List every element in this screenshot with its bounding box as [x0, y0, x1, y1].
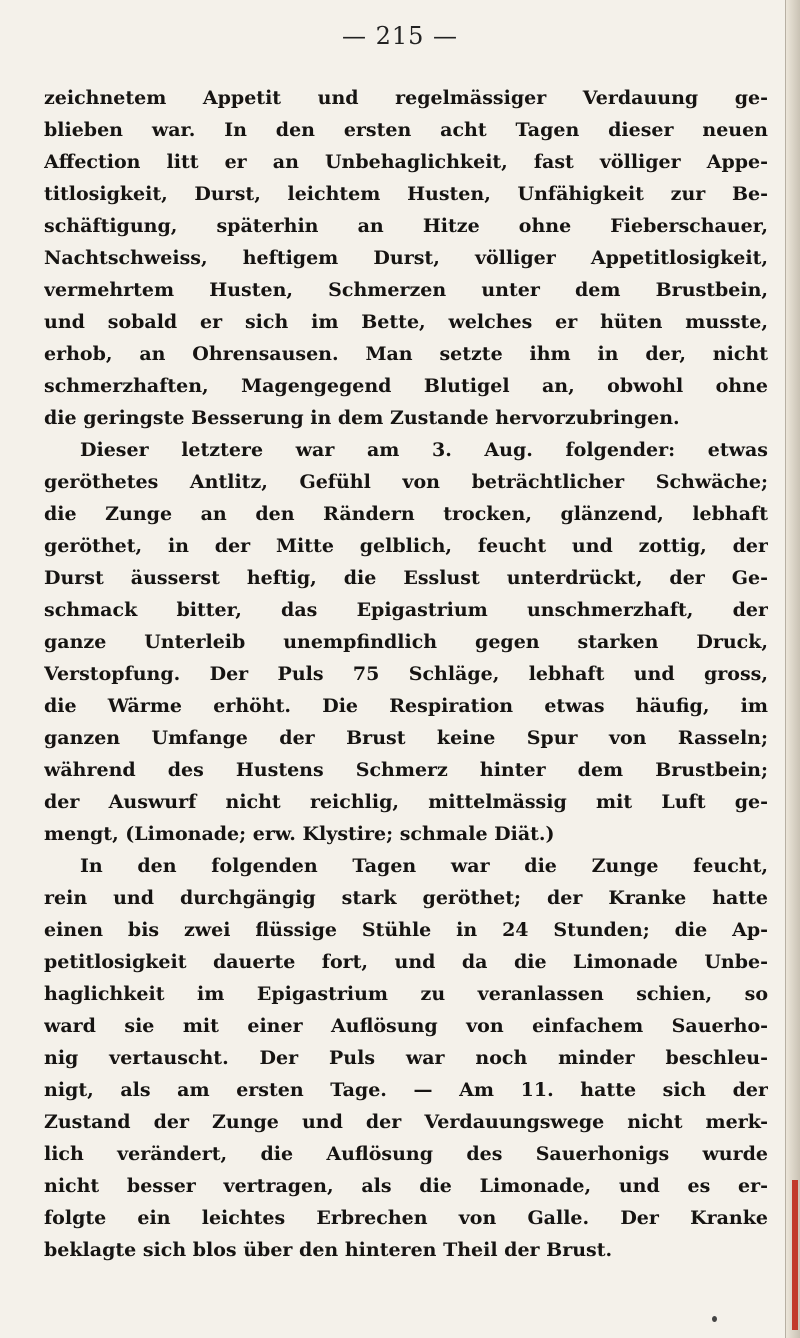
- text-line: rein und durchgängig stark geröthet; der Kranke hatte: [44, 887, 768, 909]
- text-line: Nachtschweiss, heftigem Durst, völliger Appetitlosigkeit,: [44, 247, 768, 269]
- page-number: — 215 —: [341, 22, 459, 50]
- text-line: vermehrtem Husten, Schmerzen unter dem Brustbein,: [44, 279, 768, 301]
- text-line: beklagte sich blos über den hinteren Theil der Brust.: [44, 1239, 613, 1261]
- text-line: mengt, (Limonade; erw. Klystire; schmale Diät.): [44, 823, 555, 845]
- text-line: ganzen Umfange der Brust keine Spur von Rasseln;: [44, 727, 768, 749]
- text-line: die Wärme erhöht. Die Respiration etwas häufig, im: [44, 695, 768, 717]
- text-line: folgte ein leichtes Erbrechen von Galle. Der Kranke: [44, 1207, 768, 1229]
- text-line: schäftigung, späterhin an Hitze ohne Fieberschauer,: [44, 215, 768, 237]
- text-line: lich verändert, die Auflösung des Sauerhonigs wurde: [44, 1143, 768, 1165]
- ink-speck: [712, 1316, 717, 1322]
- text-line: nigt, als am ersten Tage. — Am 11. hatte sich der: [44, 1079, 768, 1101]
- text-line: ward sie mit einer Auflösung von einfachem Sauerho-: [44, 1015, 768, 1037]
- text-line: Durst äusserst heftig, die Esslust unterdrückt, der Ge-: [44, 567, 768, 589]
- text-line: Verstopfung. Der Puls 75 Schläge, lebhaft und gross,: [44, 663, 768, 685]
- text-line: und sobald er sich im Bette, welches er hüten musste,: [44, 311, 768, 333]
- text-line: der Auswurf nicht reichlig, mittelmässig mit Luft ge-: [44, 791, 768, 813]
- text-line: erhob, an Ohrensausen. Man setzte ihm in der, nicht: [44, 343, 768, 365]
- page-edge-shadow: [785, 0, 800, 1338]
- text-line: während des Hustens Schmerz hinter dem Brustbein;: [44, 759, 768, 781]
- text-line: einen bis zwei flüssige Stühle in 24 Stunden; die Ap-: [44, 919, 768, 941]
- text-line: haglichkeit im Epigastrium zu veranlassen schien, so: [44, 983, 768, 1005]
- text-line: petitlosigkeit dauerte fort, und da die Limonade Unbe-: [44, 951, 768, 973]
- text-line: Zustand der Zunge und der Verdauungswege nicht merk-: [44, 1111, 768, 1133]
- text-line: schmack bitter, das Epigastrium unschmerzhaft, der: [44, 599, 768, 621]
- text-line: titlosigkeit, Durst, leichtem Husten, Unfähigkeit zur Be-: [44, 183, 768, 205]
- text-line: die Zunge an den Rändern trocken, glänzend, lebhaft: [44, 503, 768, 525]
- text-line: ganze Unterleib unempfindlich gegen starken Druck,: [44, 631, 768, 653]
- paragraph-start-line: In den folgenden Tagen war die Zunge feucht,: [80, 855, 768, 877]
- paragraph-start-line: Dieser letztere war am 3. Aug. folgender: etwas: [80, 439, 768, 461]
- bookmark-edge-mark: [792, 1180, 798, 1330]
- text-line: Affection litt er an Unbehaglichkeit, fast völliger Appe-: [44, 151, 768, 173]
- text-line: geröthetes Antlitz, Gefühl von beträchtlicher Schwäche;: [44, 471, 768, 493]
- text-line: die geringste Besserung in dem Zustande hervorzubringen.: [44, 407, 680, 429]
- text-line: blieben war. In den ersten acht Tagen dieser neuen: [44, 119, 768, 141]
- text-line: schmerzhaften, Magengegend Blutigel an, obwohl ohne: [44, 375, 768, 397]
- text-line: nicht besser vertragen, als die Limonade, und es er-: [44, 1175, 768, 1197]
- text-line: geröthet, in der Mitte gelblich, feucht und zottig, der: [44, 535, 768, 557]
- text-line: zeichnetem Appetit und regelmässiger Verdauung ge-: [44, 87, 768, 109]
- body-text: [44, 82, 768, 1266]
- text-line: nig vertauscht. Der Puls war noch minder beschleu-: [44, 1047, 768, 1069]
